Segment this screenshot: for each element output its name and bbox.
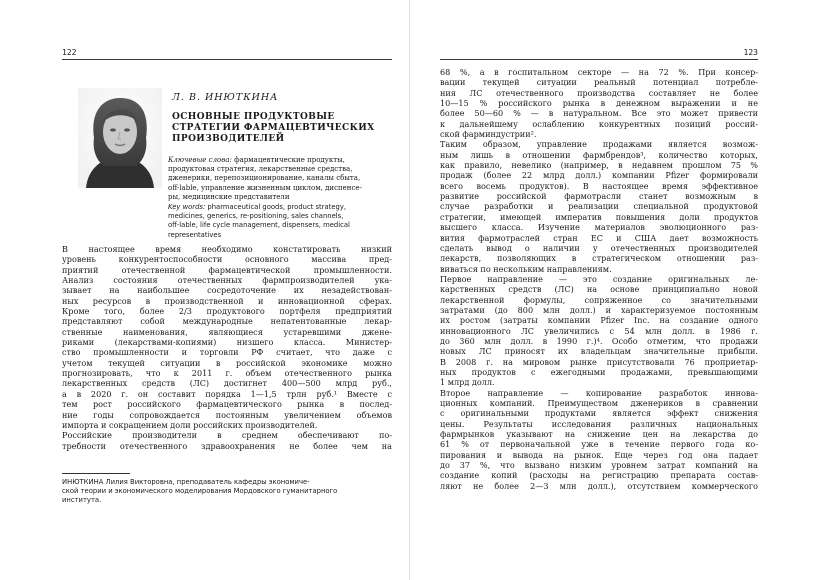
- body-line: фармрынков указывают на снижение цен на лекарства до: [440, 429, 758, 440]
- body-line: виваться по нескольким направлениям.: [440, 263, 612, 274]
- body-line: импорта и сокращением доли российских производителей.: [62, 419, 318, 430]
- body-line: Кроме того, более 2/3 продуктового портфеля предприятий: [62, 306, 392, 317]
- body-line: случае разработки и реализации специальной продуктовой: [440, 201, 758, 212]
- author-photo: [78, 88, 162, 188]
- keywords-ru: [168, 156, 390, 202]
- keywords-line: off-lable, управление жизненным циклом, диспенсе-: [168, 183, 362, 192]
- body-line: лекарственной формулы, сопряженное со значительными: [440, 294, 758, 305]
- body-line: ния ЛС отечественного производства составляет не более: [440, 87, 758, 98]
- article-title: [172, 112, 387, 145]
- body-line: В настоящее время необходимо констатировать низкий: [62, 244, 392, 254]
- body-line: вития фармотраслей стран ЕС и США дает возможность: [440, 232, 758, 243]
- header-rule-right: [440, 59, 758, 60]
- body-line: инновационного ЛС увеличились с 54 млн долл. в 1986 г.: [440, 325, 758, 336]
- body-line: высшего класса. Изучение материалов эволюционного раз-: [440, 222, 758, 233]
- body-line: затратами (до 800 млн долл.) и характеризуемое постоянным: [440, 304, 758, 315]
- body-line: В 2008 г. на мировом рынке присутствовали 76 проприетар-: [440, 356, 758, 367]
- body-line: лекарств, позволяющих в стратегическом отношении раз-: [440, 253, 758, 264]
- body-text-left: [62, 244, 392, 451]
- keywords-en: [168, 203, 390, 240]
- keywords-line: [168, 156, 390, 165]
- body-line: пирования и вывода на рынок. Еще через год она падает: [440, 449, 758, 460]
- footnote-rule: [62, 473, 130, 474]
- body-line: карственных средств (ЛС) на основе принципиально новой: [440, 284, 758, 295]
- body-line: требности отечественного здравоохранения не более чем на: [62, 440, 392, 451]
- body-line: до 360 млн долл. в 1990 г.)⁴. Особо отметим, что продажи: [440, 335, 758, 346]
- body-line: приятий отечественной фармацевтической промышленности.: [62, 264, 392, 275]
- body-line: их ростом (затраты компании Pfizer Inc. на создание одного: [440, 315, 758, 326]
- body-line: вации текущей ситуации реальный потенциал потребле-: [440, 77, 758, 88]
- body-line: прогнозировать, что к 2011 г. объем отечественного рынка: [62, 368, 392, 379]
- body-line: зывает на наибольшее сосредоточение их незадействован-: [62, 285, 392, 296]
- page-number-left: 122: [62, 48, 77, 57]
- author-portrait-image: [78, 88, 162, 188]
- body-line: лекарственных средств (ЛС) достигнет 400—500 млрд руб.,: [62, 378, 392, 389]
- body-line: а в 2020 г. он составит порядка 1—1,5 трлн руб.¹ Вместе с: [62, 388, 392, 399]
- body-line: ственные наименования, являющиеся устаревшими джене-: [62, 326, 392, 337]
- body-line: ство промышленности и торговли РФ считает, что даже с: [62, 347, 392, 358]
- right-page: [410, 0, 820, 580]
- body-line: ляют не более 2—3 млн долл.), отсутствием коммерческого: [440, 480, 758, 491]
- title-line: ПРОИЗВОДИТЕЛЕЙ: [172, 134, 285, 144]
- keywords-en-text: pharmaceutical goods, product strategy,: [205, 203, 347, 211]
- keywords-ru-label: Ключевые слова:: [168, 156, 232, 164]
- body-line: цены. Результаты исследования различных национальных: [440, 418, 758, 429]
- body-line: развитие российской фармотрасли станет возможным в: [440, 191, 758, 202]
- keywords-line: продуктовая стратегия, лекарственные средства,: [168, 165, 353, 174]
- body-line: Таким образом, управление продажами является возмож-: [440, 139, 758, 150]
- body-line: Анализ состояния отечественных фармпроизводителей ука-: [62, 275, 392, 286]
- header-rule-left: [62, 59, 392, 60]
- body-line: стратегии, имеющей императив повышения доли продуктов: [440, 211, 758, 222]
- body-line: уровень конкурентоспособности основного массива пред-: [62, 254, 392, 265]
- keywords-en-label: Key words:: [168, 203, 206, 211]
- author-footnote: [62, 478, 392, 505]
- author-name: Л. В. ИНЮТКИНА: [172, 92, 279, 103]
- body-line: создание копий (расходы на регистрацию препарата состав-: [440, 470, 758, 481]
- body-line: Второе направление — копирование разработок иннова-: [440, 387, 758, 398]
- body-line: Российские производители в среднем обеспечивают по-: [62, 430, 392, 441]
- body-line: новых ЛС приносят их владельцам значительные прибыли.: [440, 346, 758, 357]
- footnote-line: ской теории и экономического моделирования Мордовского гуманитарного: [62, 487, 338, 495]
- body-line: продаж (более 22 млрд долл.) компании Pfizer формировали: [440, 170, 758, 181]
- body-line: ным лишь в отношении фармбрендов³, количество которых,: [440, 149, 758, 160]
- body-line: сделать вывод о наличии у отечественных производителей: [440, 242, 758, 253]
- body-line: представляют собой международные непатентованные лекар-: [62, 316, 392, 327]
- page-number-right: 123: [743, 48, 758, 57]
- body-line: всего восемь продуктов). В настоящее время эффективное: [440, 180, 758, 191]
- body-line: ционных компаний. Преимуществом дженериков в сравнении: [440, 398, 758, 408]
- keywords-line: ры, медицинские представители: [168, 192, 290, 201]
- body-line: ской фарминдустрии².: [440, 129, 537, 140]
- keywords-line: medicines, generics, re-positioning, sales channels,: [168, 212, 344, 221]
- keywords-line: representatives: [168, 230, 222, 239]
- body-line: тем рост российского фармацевтического рынка в послед-: [62, 399, 392, 410]
- body-line: с оригинальными продуктами является эффект снижения: [440, 408, 758, 419]
- body-line: 68 %, а в госпитальном секторе — на 72 %. При консер-: [440, 67, 758, 77]
- body-line: 10—15 % российского рынка в денежном выражении и не: [440, 98, 758, 109]
- title-line: СТРАТЕГИИ ФАРМАЦЕВТИЧЕСКИХ: [172, 123, 375, 133]
- keywords-ru-text: фармацевтические продукты,: [231, 156, 345, 164]
- body-line: более 50—60 % — в натуральном. Все это может привести: [440, 108, 758, 119]
- body-line: как правило, невелико (например, в недавнем прошлом 75 %: [440, 160, 758, 171]
- keywords-line: off-lable, life cycle management, dispensers, medical: [168, 221, 350, 230]
- body-line: к дальнейшему ослаблению конкурентных позиций россий-: [440, 118, 758, 129]
- body-line: Первое направление — это создание оригинальных ле-: [440, 273, 758, 284]
- body-line: 1 млрд долл.: [440, 377, 495, 388]
- body-line: риками (лекарствами-копиями) низшего класса. Министер-: [62, 337, 392, 348]
- keywords-line: дженерики, перепозиционирование, каналы сбыта,: [168, 174, 361, 183]
- body-line: ние годы сопровождается постоянным увеличением объемов: [62, 409, 392, 420]
- body-line: до 37 %, что вызвано низким уровнем затрат компаний на: [440, 460, 758, 471]
- body-text-right: [440, 67, 758, 491]
- footnote-line: института.: [62, 496, 102, 504]
- keywords-line: [168, 203, 390, 212]
- body-line: ных продуктов с ежегодными продажами, превышающими: [440, 366, 758, 377]
- body-line: 61 % от первоначальной уже в течение первого года ко-: [440, 439, 758, 450]
- footnote-line: ИНЮТКИНА Лилия Викторовна, преподаватель кафедры экономиче-: [62, 478, 310, 486]
- title-line: ОСНОВНЫЕ ПРОДУКТОВЫЕ: [172, 112, 335, 122]
- body-line: ных ресурсов в производственной и инновационной сферах.: [62, 295, 392, 306]
- body-line: учетом текущей ситуации в российской экономике можно: [62, 357, 392, 368]
